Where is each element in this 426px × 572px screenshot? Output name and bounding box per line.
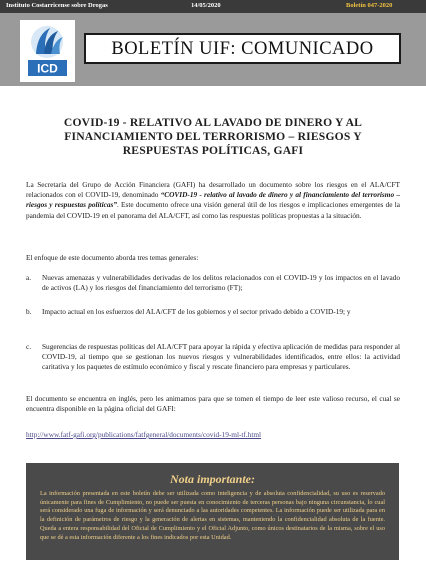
list-text: Impacto actual en los esfuerzos del ALA/CFT de los gobiernos y el sector privado debido a COVID-19; y bbox=[42, 307, 351, 316]
icd-logo bbox=[20, 20, 75, 82]
icd-logo-icon bbox=[20, 20, 75, 82]
logo-text: ICD bbox=[37, 61, 58, 76]
page-title: BOLETÍN UIF: COMUNICADO bbox=[111, 39, 374, 59]
list-letter: b. bbox=[26, 307, 32, 316]
list-text: Sugerencias de respuestas políticas del ALA/CFT para apoyar la rápida y efectiva aplicación de medidas para responder al COVID-19, al tiempo que se gestionan los nuevos riesgos y vulnerabilidades identificados, entre ellos: la actividad caritativa y los paquetes de estímulo económico y fiscal y rescate financiero para empresas y particulares. bbox=[42, 342, 400, 372]
top-bar bbox=[0, 0, 426, 13]
bulletin-number: Boletín 047-2020 bbox=[346, 2, 393, 9]
closing-paragraph: El documento se encuentra en inglés, pero les animamos para que se tomen el tiempo de leer este valioso recurso, el cual se encuentra disponible en la página oficial del GAFI: bbox=[26, 394, 400, 414]
intro-paragraph bbox=[26, 180, 400, 221]
important-note-box bbox=[26, 463, 399, 560]
bulletin-date: 14/05/2020 bbox=[191, 2, 221, 9]
title-box bbox=[84, 33, 401, 64]
intro-text-1: La Secretaría del Grupo de Acción Financiera (GAFI) ha desarrollado un documento sobre los riesgos en el ALA/CFT relacionados con el COVID-19, denominado bbox=[26, 180, 400, 200]
institute-name: Instituto Costarricense sobre Drogas bbox=[6, 2, 108, 9]
note-body: La información presentada en este boletín debe ser utilizada como inteligencia y de absoluta confidencialidad, su uso es reservado únicamente para fines de Cumplimiento, no puede ser puesta en conocimiento de terceras personas bajo ninguna circunstancia, lo cual será considerado una fuga de información y será denunciado a las autoridades competentes. La información puede ser utilizada para en la definición de parámetros de riesgo y la generación de alertas en sistemas, manteniendo la confidencialidad absoluta de la fuente. Queda a entera responsabilidad del Oficial de Cumplimiento y el Oficial Adjunto, como únicos destinatarios de la misma, sobre el uso que se dé a esta información diferente a los fines indicados por esta Unidad. bbox=[40, 490, 385, 541]
note-title: Nota importante: bbox=[169, 472, 255, 486]
document-title-emphasis: “COVID-19 - relativo al lavado de dinero y al financiamiento del terrorismo – riesgos y respuestas políticas” bbox=[26, 190, 400, 210]
list-letter: a. bbox=[26, 273, 32, 282]
topics-intro: El enfoque de este documento aborda tres temas generales: bbox=[26, 253, 199, 262]
intro-text-2: . Este documento ofrece una visión general útil de los riesgos e implicaciones emergentes de la pandemia del COVID-19 en el panorama del ALA/CFT, así como las respuestas políticas propuestas a la situación. bbox=[26, 200, 400, 220]
list-letter: c. bbox=[26, 342, 32, 351]
gafi-document-link[interactable]: http://www.fatf-gafi.org/publications/fatfgeneral/documents/covid-19-ml-tf.html bbox=[26, 430, 262, 439]
list-text: Nuevas amenazas y vulnerabilidades derivadas de los delitos relacionados con el COVID-19 y los impactos en el lavado de activos (LA) y los riesgos del financiamiento del terrorismo (FT); bbox=[42, 273, 400, 293]
article-headline: COVID-19 - RELATIVO AL LAVADO DE DINERO Y AL FINANCIAMIENTO DEL TERRORISMO – RIESGOS Y RESPUESTAS POLÍTICAS, GAFI bbox=[63, 116, 363, 157]
